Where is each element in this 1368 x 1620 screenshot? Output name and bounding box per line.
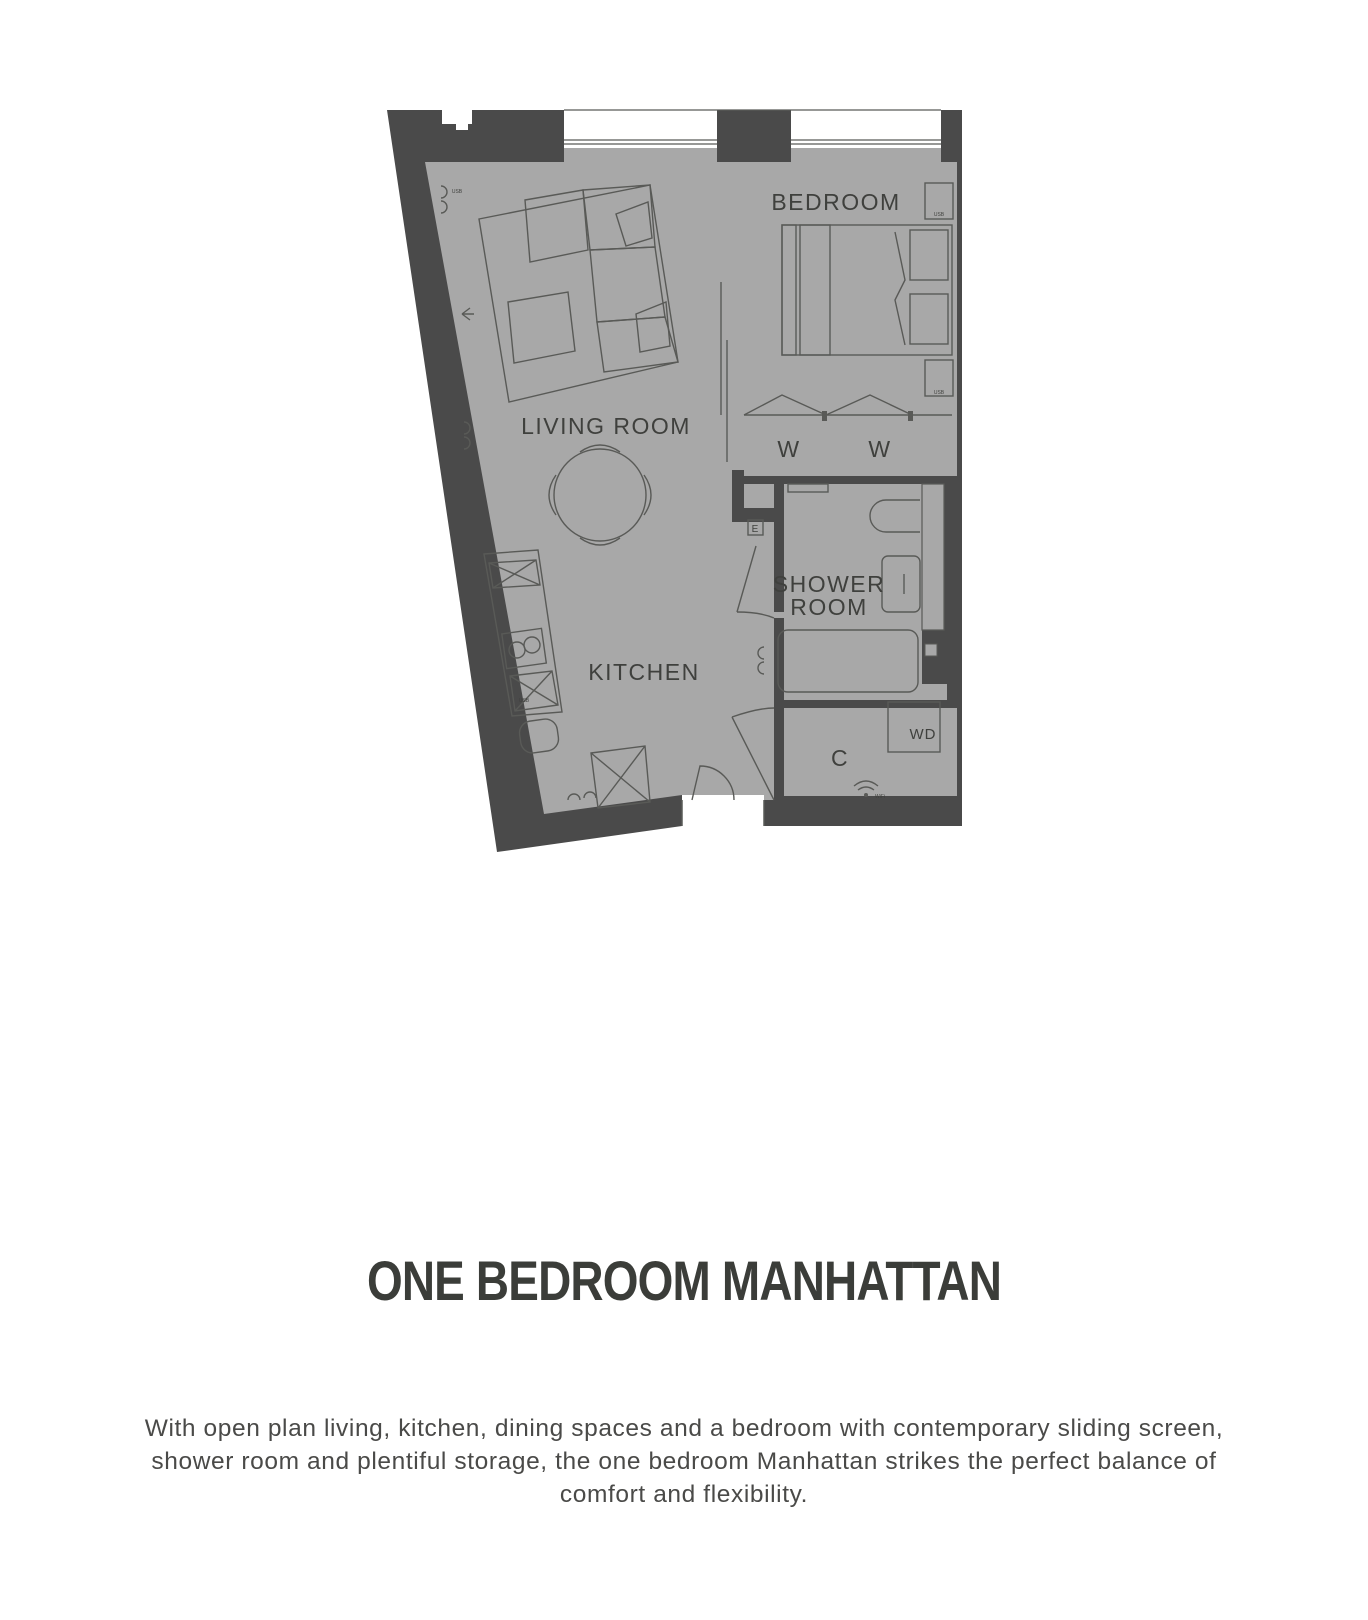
label-wardrobe-2: W (868, 436, 892, 462)
label-electrics: E (751, 524, 759, 535)
label-washer-dryer: WD (909, 726, 937, 743)
room-label-shower-line2: ROOM (790, 594, 868, 620)
room-label-shower-line1: SHOWER (772, 571, 886, 597)
room-label-kitchen: KITCHEN (588, 659, 700, 685)
label-usb-3: USB (933, 390, 945, 396)
label-usb-2: USB (933, 212, 945, 218)
room-label-living-room: LIVING ROOM (521, 413, 691, 439)
label-usb-1: USB (451, 189, 463, 195)
description-text: With open plan living, kitchen, dining spaces and a bedroom with contemporary sliding screen, shower room and plentiful storage, the one bedroom Manhattan strikes the perfect balance of comfort and flexibility. (144, 1415, 1224, 1508)
label-wifi: WiFi (875, 794, 885, 800)
room-label-bedroom: BEDROOM (771, 189, 901, 215)
window-right (791, 110, 941, 148)
label-usb-4: USB (518, 698, 530, 704)
page-title: ONE BEDROOM MANHATTAN (366, 1249, 1002, 1312)
room-label-cupboard: C (830, 745, 850, 771)
window-left (564, 110, 717, 148)
label-wardrobe-1: W (777, 436, 801, 462)
